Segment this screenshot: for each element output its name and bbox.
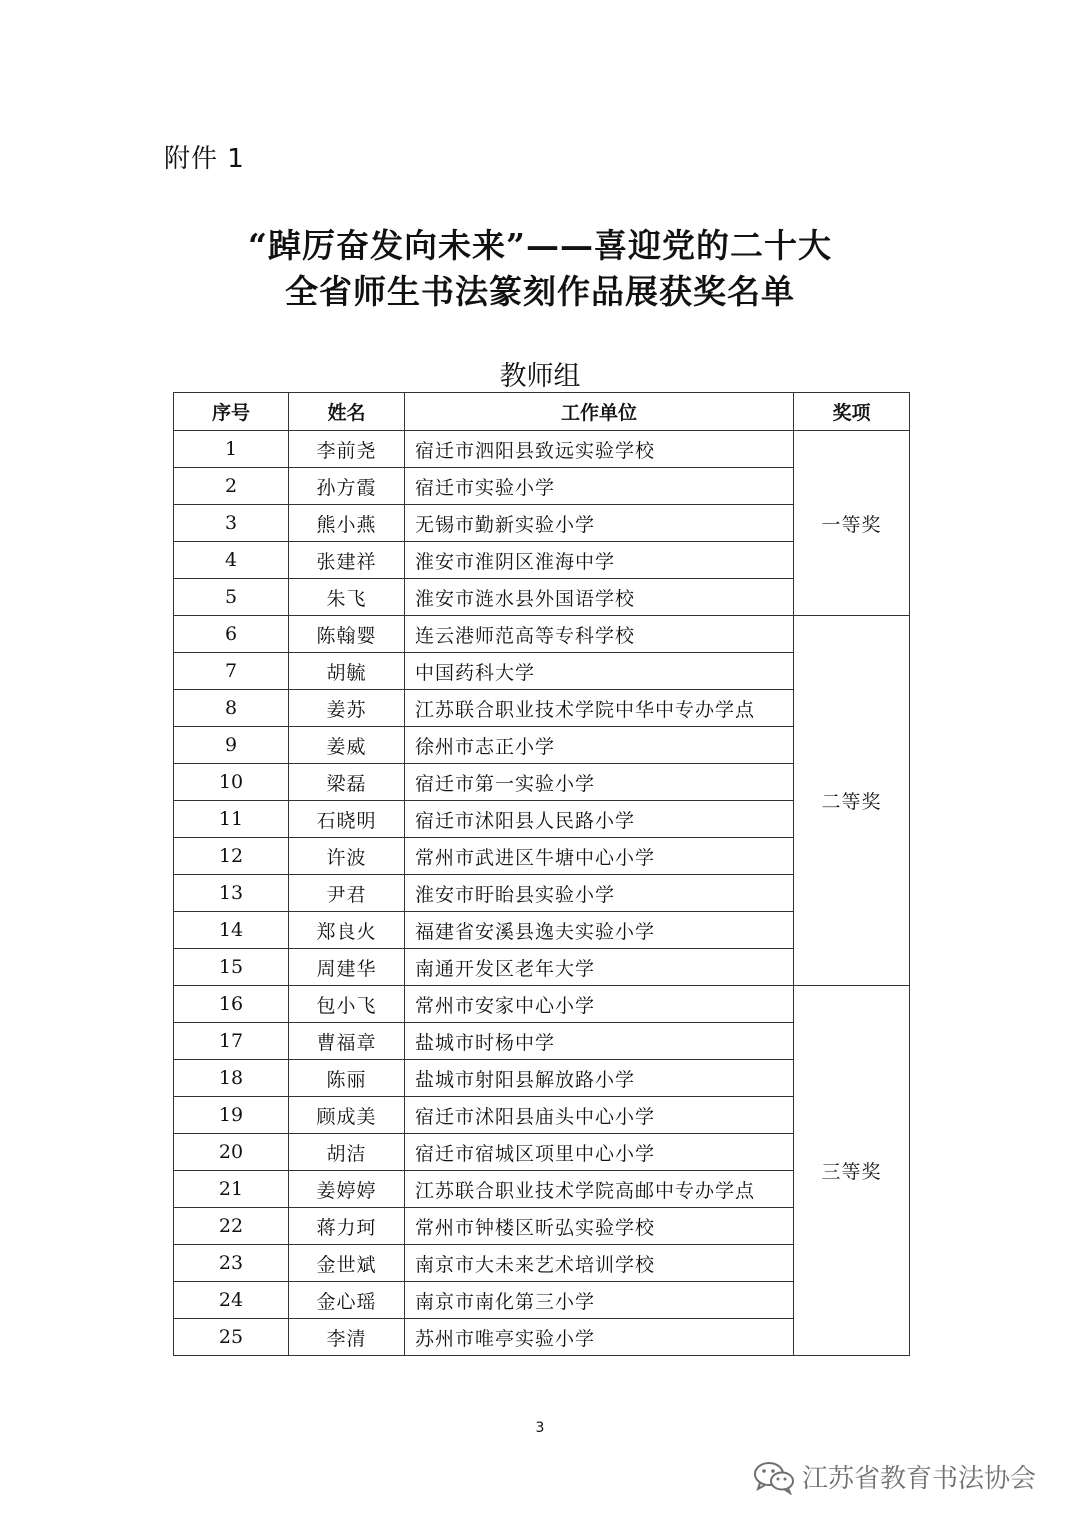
- row-no: 5: [174, 579, 289, 616]
- row-unit: 常州市安家中心小学: [405, 986, 794, 1023]
- row-no: 2: [174, 468, 289, 505]
- row-no: 19: [174, 1097, 289, 1134]
- row-no: 1: [174, 431, 289, 468]
- award-third-prize: 三等奖: [794, 986, 910, 1356]
- row-unit: 南京市大未来艺术培训学校: [405, 1245, 794, 1282]
- attachment-label: 附件 1: [164, 144, 245, 174]
- row-unit: 宿迁市沭阳县庙头中心小学: [405, 1097, 794, 1134]
- row-unit: 无锡市勤新实验小学: [405, 505, 794, 542]
- row-unit: 福建省安溪县逸夫实验小学: [405, 912, 794, 949]
- award-first-prize: 一等奖: [794, 431, 910, 616]
- row-name: 张建祥: [289, 542, 405, 579]
- row-unit: 淮安市淮阴区淮海中学: [405, 542, 794, 579]
- watermark: [752, 1458, 1036, 1495]
- row-no: 3: [174, 505, 289, 542]
- table-row: [174, 616, 910, 653]
- row-unit: 南通开发区老年大学: [405, 949, 794, 986]
- wechat-icon: [752, 1459, 796, 1495]
- row-no: 7: [174, 653, 289, 690]
- row-name: 石晓明: [289, 801, 405, 838]
- row-unit: 常州市钟楼区昕弘实验学校: [405, 1208, 794, 1245]
- row-no: 17: [174, 1023, 289, 1060]
- document-title-line-1: “踔厉奋发向未来”——喜迎党的二十大: [248, 226, 832, 265]
- row-no: 20: [174, 1134, 289, 1171]
- row-no: 13: [174, 875, 289, 912]
- row-unit: 宿迁市泗阳县致远实验学校: [405, 431, 794, 468]
- row-no: 11: [174, 801, 289, 838]
- table-header-row: [174, 393, 910, 431]
- row-name: 陈翰婴: [289, 616, 405, 653]
- row-unit: 宿迁市宿城区项里中心小学: [405, 1134, 794, 1171]
- row-unit: 中国药科大学: [405, 653, 794, 690]
- row-no: 8: [174, 690, 289, 727]
- row-no: 25: [174, 1319, 289, 1356]
- row-name: 包小飞: [289, 986, 405, 1023]
- row-unit: 江苏联合职业技术学院高邮中专办学点: [405, 1171, 794, 1208]
- row-no: 10: [174, 764, 289, 801]
- header-unit: 工作单位: [405, 393, 794, 431]
- row-no: 16: [174, 986, 289, 1023]
- row-no: 9: [174, 727, 289, 764]
- row-unit: 盐城市射阳县解放路小学: [405, 1060, 794, 1097]
- row-name: 姜婷婷: [289, 1171, 405, 1208]
- header-name: 姓名: [289, 393, 405, 431]
- document-title-line-2: 全省师生书法篆刻作品展获奖名单: [285, 272, 795, 311]
- award-second-prize: 二等奖: [794, 616, 910, 986]
- row-no: 12: [174, 838, 289, 875]
- row-no: 23: [174, 1245, 289, 1282]
- row-unit: 常州市武进区牛塘中心小学: [405, 838, 794, 875]
- row-name: 姜苏: [289, 690, 405, 727]
- row-name: 李清: [289, 1319, 405, 1356]
- row-name: 胡洁: [289, 1134, 405, 1171]
- row-name: 陈丽: [289, 1060, 405, 1097]
- row-no: 21: [174, 1171, 289, 1208]
- row-unit: 徐州市志正小学: [405, 727, 794, 764]
- row-name: 李前尧: [289, 431, 405, 468]
- row-unit: 宿迁市第一实验小学: [405, 764, 794, 801]
- row-unit: 宿迁市实验小学: [405, 468, 794, 505]
- award-table: [173, 392, 910, 1356]
- row-name: 孙方霞: [289, 468, 405, 505]
- row-name: 朱飞: [289, 579, 405, 616]
- row-name: 金世斌: [289, 1245, 405, 1282]
- header-award: 奖项: [794, 393, 910, 431]
- watermark-text: 江苏省教育书法协会: [802, 1464, 1037, 1494]
- table-row: [174, 986, 910, 1023]
- row-unit: 江苏联合职业技术学院中华中专办学点: [405, 690, 794, 727]
- row-name: 熊小燕: [289, 505, 405, 542]
- row-unit: 盐城市时杨中学: [405, 1023, 794, 1060]
- row-name: 姜威: [289, 727, 405, 764]
- header-no: 序号: [174, 393, 289, 431]
- row-name: 郑良火: [289, 912, 405, 949]
- row-unit: 宿迁市沭阳县人民路小学: [405, 801, 794, 838]
- row-no: 6: [174, 616, 289, 653]
- row-name: 尹君: [289, 875, 405, 912]
- row-name: 许波: [289, 838, 405, 875]
- row-name: 胡毓: [289, 653, 405, 690]
- row-no: 15: [174, 949, 289, 986]
- row-unit: 南京市南化第三小学: [405, 1282, 794, 1319]
- row-no: 18: [174, 1060, 289, 1097]
- row-name: 周建华: [289, 949, 405, 986]
- row-name: 金心瑶: [289, 1282, 405, 1319]
- row-no: 4: [174, 542, 289, 579]
- row-no: 14: [174, 912, 289, 949]
- table-row: [174, 431, 910, 468]
- row-name: 蒋力珂: [289, 1208, 405, 1245]
- row-name: 曹福章: [289, 1023, 405, 1060]
- row-no: 22: [174, 1208, 289, 1245]
- row-name: 顾成美: [289, 1097, 405, 1134]
- page-number: 3: [535, 1420, 545, 1436]
- row-no: 24: [174, 1282, 289, 1319]
- row-unit: 淮安市盱眙县实验小学: [405, 875, 794, 912]
- row-unit: 连云港师范高等专科学校: [405, 616, 794, 653]
- row-unit: 苏州市唯亭实验小学: [405, 1319, 794, 1356]
- row-name: 梁磊: [289, 764, 405, 801]
- group-title: 教师组: [499, 361, 581, 392]
- row-unit: 淮安市涟水县外国语学校: [405, 579, 794, 616]
